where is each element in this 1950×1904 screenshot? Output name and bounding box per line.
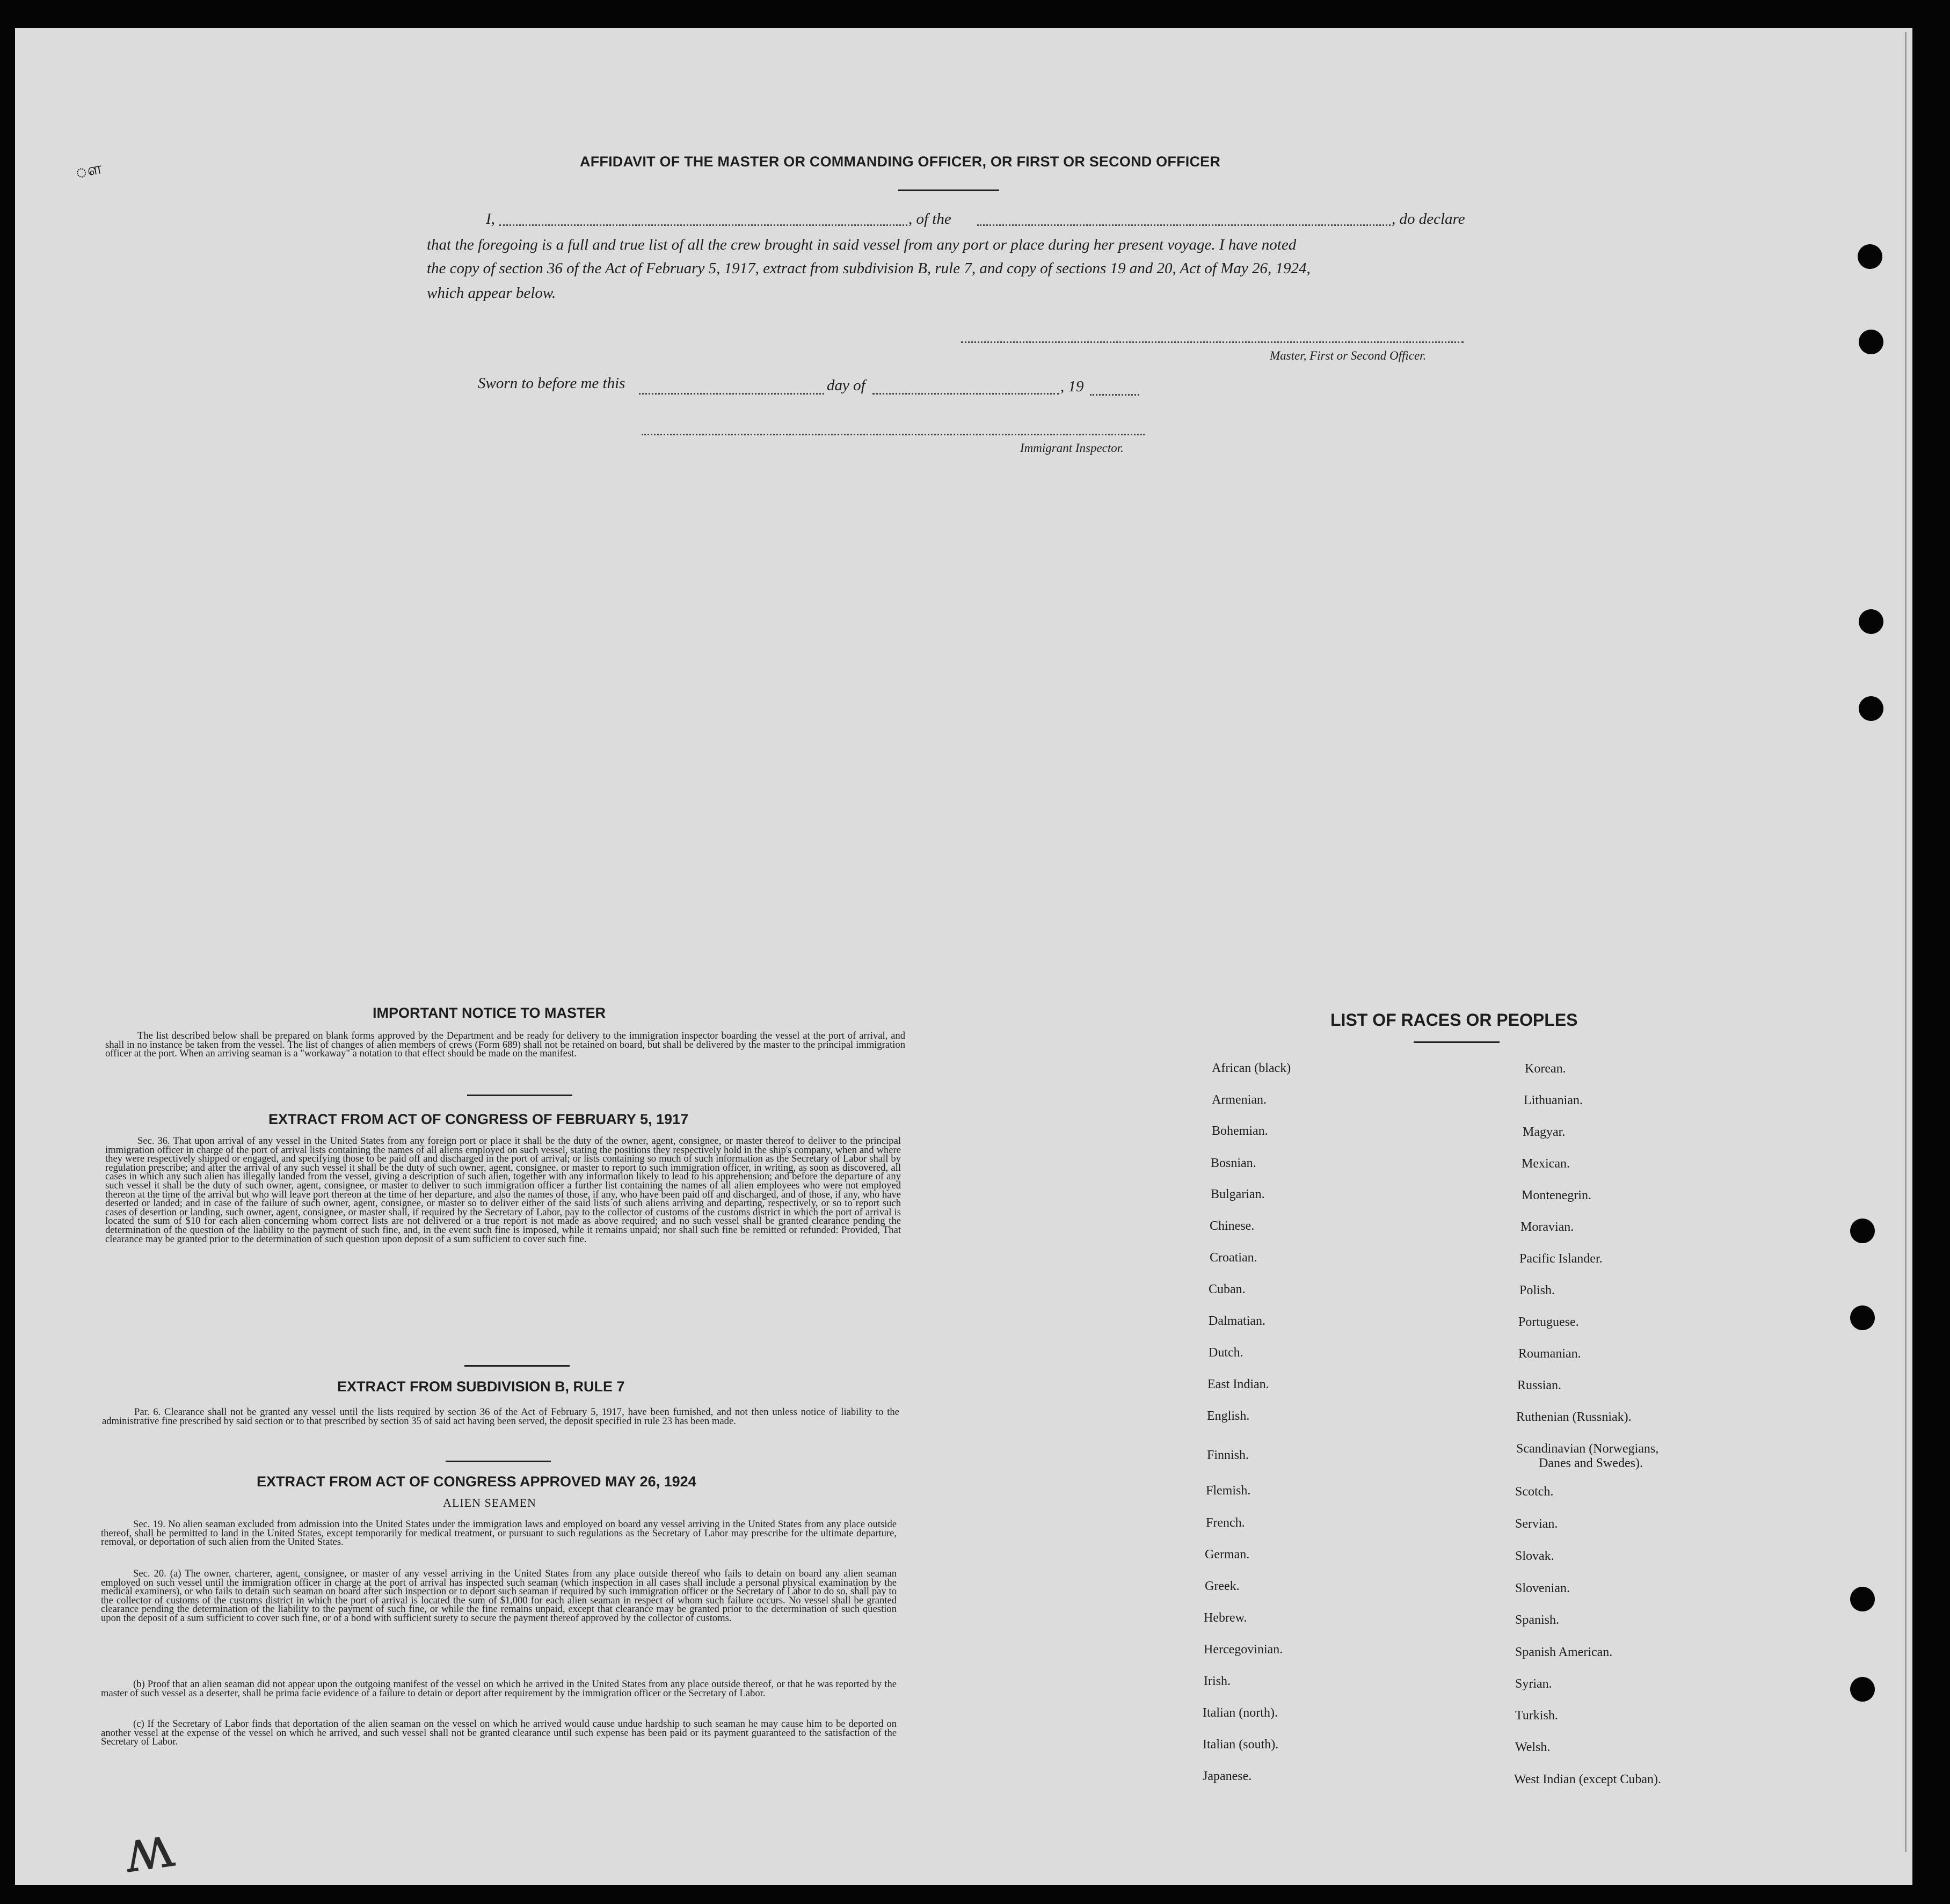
inspector-signature-label: Immigrant Inspector. bbox=[1020, 441, 1124, 455]
races-title: LIST OF RACES OR PEOPLES bbox=[1330, 1010, 1578, 1030]
extract-1924-sec19: Sec. 19. No alien seaman excluded from admission into the United States under the immigration laws and employed on board any vessel arriving in the United States from any place outside thereof, shall be permitted to land in the United States, except temporarily for medical treatment, or pursuant to such regulations as the Secretary of Labor may prescribe for the ultimate departure, removal, or deportation of such alien from the United States. bbox=[101, 1519, 897, 1548]
race-item: Croatian. bbox=[1210, 1251, 1257, 1265]
inspector-signature-line bbox=[642, 434, 1145, 435]
affidavit-line-3: the copy of section 36 of the Act of February 5, 1917, extract from subdivision B, rule 7, and copy of sections 19 and 20, Act of May 26, 1924, bbox=[427, 260, 1311, 277]
race-item: Irish. bbox=[1204, 1674, 1231, 1688]
race-item: English. bbox=[1207, 1409, 1250, 1423]
sworn-day-of-label: day of bbox=[827, 377, 865, 394]
affidavit-title: AFFIDAVIT OF THE MASTER OR COMMANDING OFFICER, OR FIRST OR SECOND OFFICER bbox=[580, 154, 1221, 170]
race-item: Flemish. bbox=[1206, 1484, 1251, 1498]
punch-hole bbox=[1850, 1587, 1875, 1611]
punch-hole bbox=[1850, 1219, 1875, 1243]
race-item: Scotch. bbox=[1515, 1485, 1554, 1499]
extract-1924-sec20c: (c) If the Secretary of Labor finds that deportation of the alien seaman on the vessel on which he arrived would cause undue hardship to such seaman he may cause him to be deported on another vessel at the expense of the vessel on which he arrived, and such vessel shall not be granted clearance until such expense has been paid or its payment guaranteed to the satisfaction of the Secretary of Labor. bbox=[101, 1718, 897, 1748]
race-item: Portuguese. bbox=[1518, 1315, 1579, 1329]
notice-title: IMPORTANT NOTICE TO MASTER bbox=[373, 1005, 606, 1021]
handwritten-mark: ௗ bbox=[73, 158, 104, 183]
extract-1924-title: EXTRACT FROM ACT OF CONGRESS APPROVED MAY 26, 1924 bbox=[257, 1473, 696, 1490]
vessel-blank bbox=[977, 224, 1391, 226]
race-item: Slovak. bbox=[1515, 1549, 1554, 1563]
race-item: Dalmatian. bbox=[1209, 1314, 1265, 1328]
divider bbox=[1414, 1041, 1500, 1043]
race-item: Pacific Islander. bbox=[1519, 1252, 1603, 1266]
declare-label: , do declare bbox=[1392, 210, 1465, 228]
declarant-label: I, bbox=[486, 210, 495, 228]
race-item: Italian (north). bbox=[1203, 1706, 1278, 1720]
race-item: Magyar. bbox=[1523, 1125, 1566, 1139]
sworn-label: Sworn to before me this bbox=[478, 375, 625, 392]
race-item: Bosnian. bbox=[1211, 1156, 1256, 1170]
extract-1917-text: Sec. 36. That upon arrival of any vessel in the United States from any foreign port or place it shall be the duty of the owner, agent, consignee, or master thereof to deliver to the principal immigration officer in charge of the port of arrival lists containing the names of all aliens employed on such vessel, stating the positions they respectively hold in the ship's company, when and where they were respectively shipped or engaged, and specifying those to be paid off and discharged in the port of arrival; or lists containing so much of such information as the Secretary of Labor shall by regulation prescribe; and after the arrival of any such vessel it shall be the duty of such owner, agent, consignee, or master to report to such immigration officer, in writing, as soon as discovered, all cases in which any such alien has illegally landed from the vessel, giving a description of such alien, together with any information likely to lead to his apprehension; and before the departure of any such vessel it shall be the duty of such owner, agent, consignee, or master to deliver to such immigration officer a further list containing the names of all alien employees who were not employed thereon at the time of the arrival but who will leave port thereon at the time of her departure, and also the names of those, if any, who have been paid off and discharged, and of those, if any, who have deserted or landed; and in case of the failure of such owner, agent, consignee, or master so to deliver either of the said lists of such aliens arriving and departing, respectively, or so to report such cases of desertion or landing, such owner, agent, consignee, or master shall, if required by the Secretary of Labor, pay to the collector of customs of the customs district in which the port of arrival is located the sum of $10 for each alien concerning whom correct lists are not delivered or a true report is not made as above required; and no such vessel shall be granted clearance pending the determination of the question of the liability to the payment of such fine, and, in the event such fine is imposed, while it remains unpaid; nor shall such fine be remitted or refunded: Provided, That clearance may be granted prior to the determination of such question upon deposit of a sum sufficient to cover such fine. bbox=[105, 1135, 901, 1245]
race-item: Bulgarian. bbox=[1211, 1187, 1265, 1201]
punch-hole bbox=[1859, 330, 1883, 354]
race-item: Armenian. bbox=[1212, 1093, 1267, 1107]
sworn-year-label: , 19 bbox=[1060, 378, 1084, 395]
extract-rule7-title: EXTRACT FROM SUBDIVISION B, RULE 7 bbox=[337, 1378, 625, 1395]
race-item: Finnish. bbox=[1207, 1448, 1249, 1462]
punch-hole bbox=[1859, 696, 1883, 721]
handwritten-mark: ʍ bbox=[119, 1811, 179, 1886]
alien-seamen-subtitle: ALIEN SEAMEN bbox=[443, 1496, 536, 1509]
sworn-day-blank bbox=[639, 393, 824, 395]
extract-1924-sec20b: (b) Proof that an alien seaman did not appear upon the outgoing manifest of the vessel on which he arrived in the United States from any place outside thereof, or that he was reported by the master of such vessel as a deserter, shall be prima facie evidence of a failure to detain or deport after requirement by the immigration officer or the Secretary of Labor. bbox=[101, 1679, 897, 1699]
race-item: Hercegovinian. bbox=[1204, 1643, 1283, 1657]
extract-1917-title: EXTRACT FROM ACT OF CONGRESS OF FEBRUARY 5, 1917 bbox=[268, 1111, 689, 1127]
sworn-month-blank bbox=[872, 393, 1059, 395]
race-item: French. bbox=[1206, 1516, 1245, 1530]
race-item: Bohemian. bbox=[1212, 1124, 1268, 1138]
race-item: Montenegrin. bbox=[1522, 1188, 1591, 1202]
race-item: West Indian (except Cuban). bbox=[1514, 1772, 1661, 1786]
race-item: Slovenian. bbox=[1515, 1581, 1570, 1595]
notice-text: The list described below shall be prepared on blank forms approved by the Department and be ready for delivery to the immigration inspector boarding the vessel at the port of arrival, and shall in no instance be taken from the vessel. The list of changes of alien members of crews (Form 689) shall not be retained on board, but shall be delivered by the master to the principal immigration officer at the port. When an arriving seaman is a "workaway" a notation to that effect should be made on the manifest. bbox=[105, 1030, 905, 1060]
race-item: Cuban. bbox=[1209, 1282, 1246, 1296]
race-item: Korean. bbox=[1525, 1062, 1566, 1076]
affidavit-line-2: that the foregoing is a full and true list of all the crew brought in said vessel from any port or place during her present voyage. I have noted bbox=[427, 236, 1297, 253]
race-item: German. bbox=[1205, 1548, 1250, 1562]
master-signature-line bbox=[961, 341, 1464, 343]
extract-1924-sec20a: Sec. 20. (a) The owner, charterer, agent, consignee, or master of any vessel arriving in the United States from any place outside thereof who fails to detain on board any alien seaman employed on such vessel until the immigration officer in charge at the port of arrival has inspected such seaman (which inspection in all cases shall include a personal physical examination by the medical examiners), or who fails to detain such seaman on board after such inspection or to deport such seaman if required by such immigration officer or the Secretary of Labor to do so, shall pay to the collector of customs of the customs district in which the port of arrival is located the sum of $1,000 for each alien seaman in respect of whom such failure occurs. No vessel shall be granted clearance pending the determination of the liability to the payment of such fine, or while the fine remains unpaid, except that clearance may be granted prior to the determination of such question upon the deposit of a sum sufficient to cover such fine, or of a bond with sufficient surety to secure the payment thereof approved by the collector of customs. bbox=[101, 1568, 897, 1624]
race-item: Spanish American. bbox=[1515, 1645, 1613, 1659]
race-item: Mexican. bbox=[1522, 1157, 1570, 1171]
race-item: Ruthenian (Russniak). bbox=[1516, 1410, 1632, 1424]
race-item: Scandinavian (Norwegians, bbox=[1516, 1442, 1659, 1456]
race-item: African (black) bbox=[1212, 1061, 1291, 1075]
race-item: Japanese. bbox=[1203, 1769, 1252, 1783]
race-item: Syrian. bbox=[1515, 1677, 1552, 1691]
name-blank bbox=[499, 224, 907, 226]
punch-hole bbox=[1859, 609, 1883, 634]
race-item: Greek. bbox=[1205, 1579, 1240, 1593]
race-item: Hebrew. bbox=[1204, 1611, 1247, 1625]
punch-hole bbox=[1850, 1677, 1875, 1702]
race-item: Welsh. bbox=[1515, 1740, 1551, 1754]
master-signature-label: Master, First or Second Officer. bbox=[1270, 349, 1427, 362]
race-item: Spanish. bbox=[1515, 1613, 1560, 1627]
race-item: Servian. bbox=[1515, 1517, 1558, 1531]
race-item: Chinese. bbox=[1210, 1219, 1255, 1233]
page-fold-line bbox=[1905, 32, 1907, 1852]
race-item: Danes and Swedes). bbox=[1539, 1456, 1643, 1470]
race-item: Moravian. bbox=[1520, 1220, 1574, 1234]
race-item: Lithuanian. bbox=[1524, 1093, 1583, 1107]
divider bbox=[446, 1461, 551, 1462]
sworn-year-blank bbox=[1090, 394, 1139, 396]
race-item: Turkish. bbox=[1515, 1709, 1558, 1723]
punch-hole bbox=[1850, 1305, 1875, 1330]
race-item: Italian (south). bbox=[1203, 1738, 1279, 1752]
affidavit-line-4: which appear below. bbox=[427, 284, 556, 302]
race-item: Polish. bbox=[1519, 1283, 1555, 1297]
race-item: East Indian. bbox=[1207, 1377, 1269, 1391]
race-item: Russian. bbox=[1517, 1378, 1562, 1392]
vessel-label: , of the bbox=[908, 210, 951, 228]
race-item: Dutch. bbox=[1209, 1346, 1243, 1360]
extract-rule7-text: Par. 6. Clearance shall not be granted any vessel until the lists required by section 36 of the Act of February 5, 1917, have been furnished, and not then unless notice of liability to the administrative fine prescribed by said section or to that prescribed by section 35 of said act having been served, the deposit specified in rule 23 has been made. bbox=[102, 1406, 899, 1427]
divider bbox=[467, 1095, 572, 1096]
divider bbox=[898, 189, 999, 191]
divider bbox=[464, 1365, 570, 1367]
race-item: Roumanian. bbox=[1518, 1347, 1581, 1361]
punch-hole bbox=[1858, 244, 1882, 269]
